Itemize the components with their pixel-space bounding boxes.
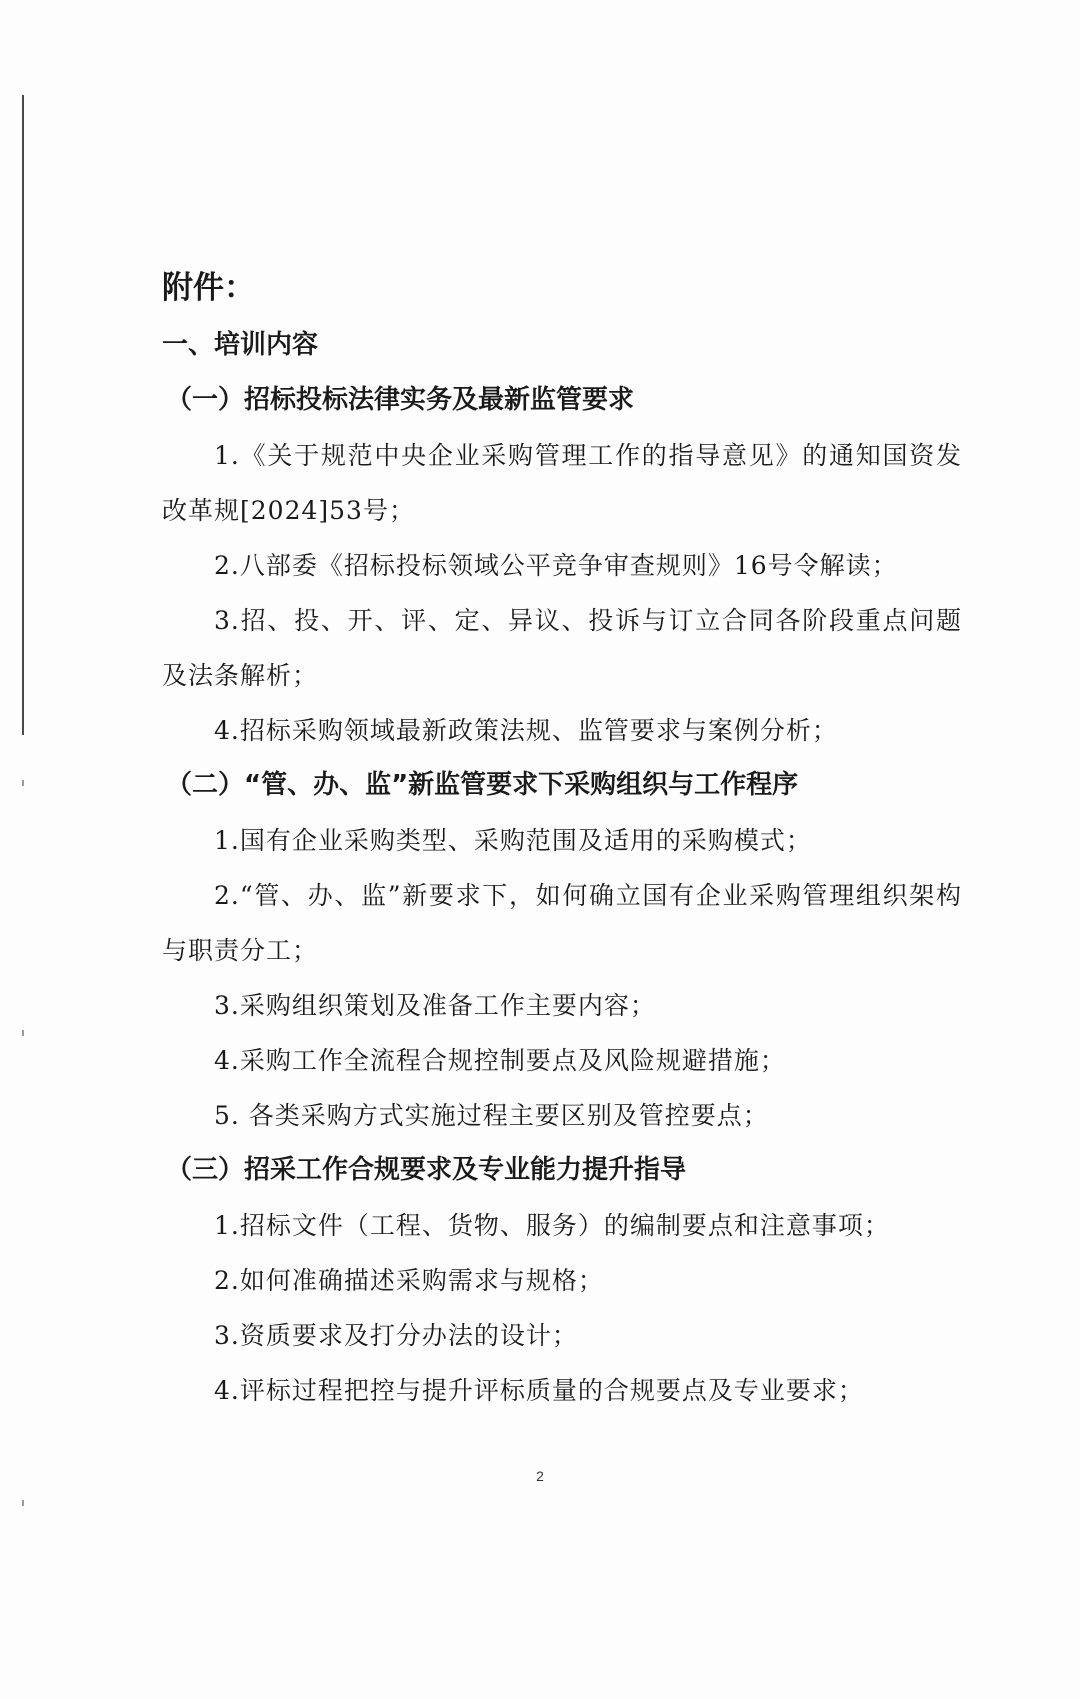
page-number: 2 (536, 1468, 544, 1484)
list-item: 3.招、投、开、评、定、异议、投诉与订立合同各阶段重点问题及法条解析； (162, 606, 962, 690)
scan-mark (22, 1030, 24, 1036)
list-item: 5. 各类采购方式实施过程主要区别及管控要点； (214, 1101, 769, 1130)
subsection-title: （二）“管、办、监”新监管要求下采购组织与工作程序 (166, 770, 799, 800)
subsection-title: （一）招标投标法律实务及最新监管要求 (166, 385, 635, 415)
list-item: 3.资质要求及打分办法的设计； (214, 1321, 578, 1350)
list-item: 2.“管、办、监”新要求下，如何确立国有企业采购管理组织架构与职责分工； (162, 881, 962, 965)
document-body (162, 258, 962, 1418)
list-item: 2.八部委《招标投标领域公平竞争审查规则》16号令解读； (214, 551, 898, 580)
list-item: 4.招标采购领域最新政策法规、监管要求与案例分析； (214, 716, 838, 745)
list-item: 3.采购组织策划及准备工作主要内容； (214, 991, 656, 1020)
list-item: 1.招标文件（工程、货物、服务）的编制要点和注意事项； (214, 1211, 890, 1240)
scan-mark (22, 1500, 24, 1506)
subsection-title: （三）招采工作合规要求及专业能力提升指导 (166, 1155, 687, 1185)
list-item: 1.《关于规范中央企业采购管理工作的指导意见》的通知国资发改革规[2024]53号； (162, 441, 962, 525)
list-item: 4.采购工作全流程合规控制要点及风险规避措施； (214, 1046, 786, 1075)
scan-edge-line (22, 95, 24, 735)
section-title: 一、培训内容 (162, 330, 319, 360)
list-item: 4.评标过程把控与提升评标质量的合规要点及专业要求； (214, 1376, 864, 1405)
list-item: 1.国有企业采购类型、采购范围及适用的采购模式； (214, 826, 812, 855)
attachment-label: 附件： (162, 270, 255, 306)
scan-mark (22, 780, 24, 786)
list-item: 2.如何准确描述采购需求与规格； (214, 1266, 604, 1295)
